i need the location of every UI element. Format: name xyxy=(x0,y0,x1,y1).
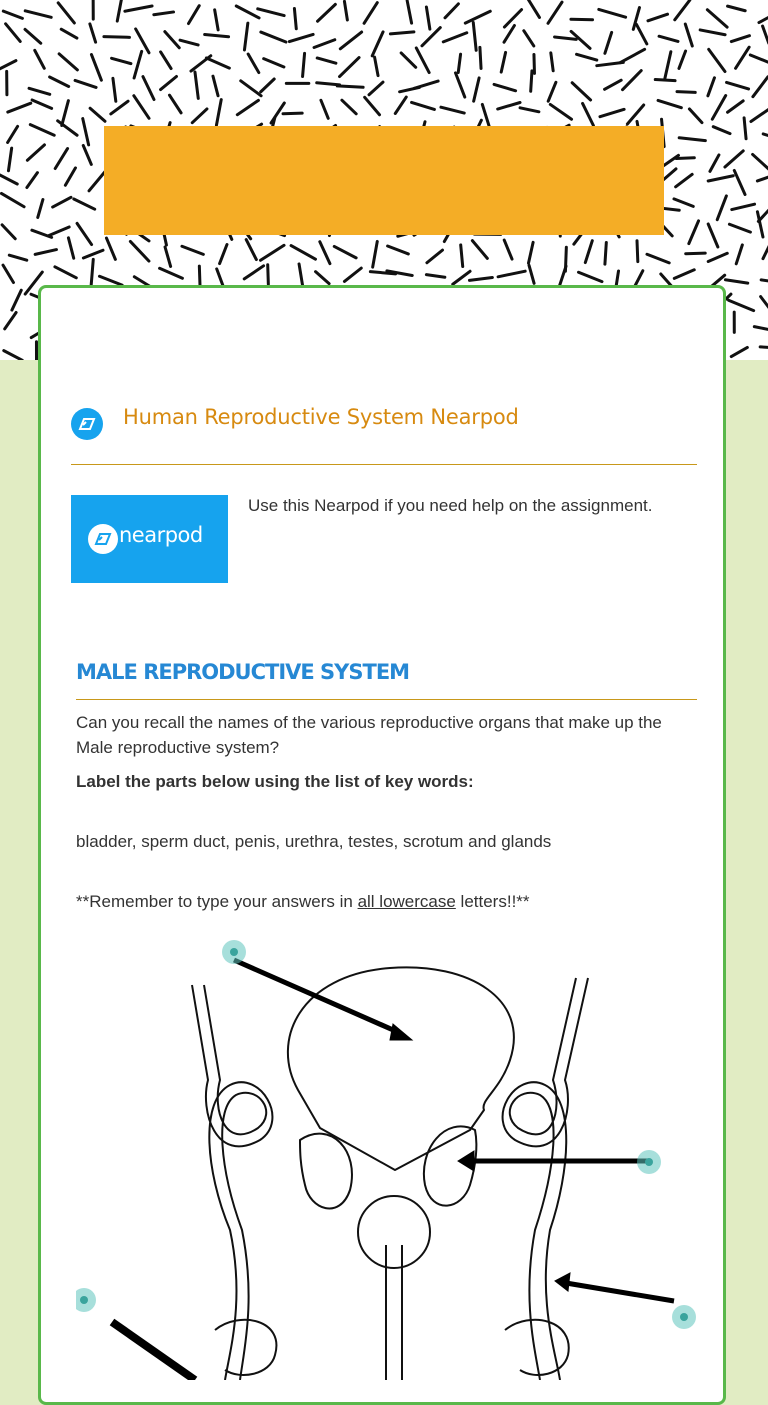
pattern-dash xyxy=(217,269,223,286)
pattern-dash xyxy=(90,108,105,121)
arrow-4-shaft xyxy=(112,1322,195,1380)
pattern-dash xyxy=(708,224,718,247)
pattern-dash xyxy=(189,6,200,24)
pattern-dash xyxy=(441,107,464,113)
pattern-dash xyxy=(261,79,274,92)
pattern-dash xyxy=(504,25,514,42)
nearpod-logo-text: nearpod xyxy=(119,523,203,547)
pattern-dash xyxy=(708,78,715,96)
pattern-dash xyxy=(74,199,95,209)
nearpod-logo[interactable] xyxy=(71,495,228,583)
pattern-dash xyxy=(4,351,23,360)
pattern-dash xyxy=(717,196,726,220)
pattern-dash xyxy=(314,40,335,48)
pattern-dash xyxy=(674,270,694,279)
pattern-dash xyxy=(134,96,149,119)
pattern-dash xyxy=(38,200,43,218)
pattern-dash xyxy=(498,103,520,110)
pattern-dash xyxy=(729,224,750,232)
pattern-dash xyxy=(753,154,768,172)
pattern-dash xyxy=(143,77,154,100)
pattern-dash xyxy=(676,158,694,159)
pattern-dash xyxy=(655,80,675,81)
pattern-dash xyxy=(531,71,532,91)
pattern-dash xyxy=(205,35,229,37)
pattern-dash xyxy=(65,168,75,185)
pattern-dash xyxy=(744,118,746,139)
pattern-dash xyxy=(689,221,699,244)
pattern-dash xyxy=(220,245,227,264)
pattern-dash xyxy=(407,1,411,24)
pattern-dash xyxy=(426,7,429,29)
pattern-dash xyxy=(763,26,768,43)
section-divider xyxy=(76,699,697,700)
pattern-dash xyxy=(160,268,183,278)
pattern-dash xyxy=(736,245,742,264)
pattern-dash xyxy=(59,54,77,70)
instruction-text: Label the parts below using the list of key words: xyxy=(76,769,474,794)
pattern-dash xyxy=(414,81,438,88)
pattern-dash xyxy=(111,101,128,114)
pattern-dash xyxy=(658,100,681,107)
pattern-dash xyxy=(83,145,91,164)
pattern-dash xyxy=(182,246,203,254)
pattern-dash xyxy=(77,223,92,244)
pattern-dash xyxy=(520,108,539,112)
pattern-dash xyxy=(291,246,315,260)
pattern-dash xyxy=(99,276,122,285)
pattern-dash xyxy=(0,61,16,69)
pattern-dash xyxy=(679,51,686,68)
pattern-dash xyxy=(760,347,768,348)
pattern-dash xyxy=(83,250,103,258)
pattern-dash xyxy=(416,48,429,73)
pattern-dash xyxy=(605,32,612,53)
pattern-dash xyxy=(395,97,406,113)
pattern-dash xyxy=(754,327,768,331)
pattern-dash xyxy=(25,29,41,43)
nearpod-link-title[interactable]: Human Reproductive System Nearpod xyxy=(123,405,519,429)
pattern-dash xyxy=(106,238,115,259)
pattern-dash xyxy=(757,174,768,181)
pattern-dash xyxy=(299,264,303,287)
arrow-1-head xyxy=(390,1024,412,1040)
pattern-dash xyxy=(134,51,142,78)
pattern-dash xyxy=(600,109,624,116)
pattern-dash xyxy=(761,297,768,314)
pattern-dash xyxy=(759,13,768,22)
label-hotspot-3-dot xyxy=(80,1296,88,1304)
pattern-dash xyxy=(1,193,24,206)
pattern-dash xyxy=(91,55,101,81)
pattern-dash xyxy=(8,126,18,142)
pattern-dash xyxy=(551,53,553,71)
pattern-dash xyxy=(365,97,380,114)
pattern-dash xyxy=(708,176,733,181)
pattern-dash xyxy=(90,24,96,42)
pattern-dash xyxy=(373,241,378,267)
pattern-dash xyxy=(453,271,470,284)
pattern-dash xyxy=(731,36,749,42)
pattern-dash xyxy=(665,52,671,78)
arrow-3-head xyxy=(555,1273,570,1291)
pattern-dash xyxy=(248,54,259,73)
pattern-dash xyxy=(473,23,476,51)
pattern-dash xyxy=(727,82,749,89)
pattern-dash xyxy=(32,100,52,108)
pattern-dash xyxy=(53,197,71,207)
pattern-dash xyxy=(316,272,330,284)
pattern-dash xyxy=(725,280,747,283)
pattern-dash xyxy=(49,227,69,236)
pattern-dash xyxy=(750,55,768,63)
pattern-dash xyxy=(763,239,768,258)
pattern-dash xyxy=(320,242,330,264)
pattern-dash xyxy=(465,11,490,23)
pattern-dash xyxy=(674,199,693,207)
label-hotspot-1-dot xyxy=(230,948,238,956)
pattern-dash xyxy=(461,245,463,267)
pattern-dash xyxy=(728,101,744,112)
pattern-dash xyxy=(443,33,467,42)
pattern-dash xyxy=(647,254,669,263)
pattern-dash xyxy=(165,247,171,266)
pattern-dash xyxy=(474,78,479,101)
pattern-dash xyxy=(215,10,218,30)
pattern-dash xyxy=(482,104,489,126)
pattern-dash xyxy=(50,77,69,86)
pattern-dash xyxy=(401,53,416,67)
nearpod-icon xyxy=(71,408,103,440)
pattern-dash xyxy=(369,82,383,95)
pattern-dash xyxy=(534,54,535,73)
arrow-2-head xyxy=(458,1151,474,1171)
pattern-dash xyxy=(605,80,622,89)
pattern-dash xyxy=(344,268,361,281)
pattern-dash xyxy=(3,11,22,18)
pattern-dash xyxy=(372,32,383,56)
pattern-dash xyxy=(494,84,516,90)
pattern-dash xyxy=(700,30,725,35)
pattern-dash xyxy=(35,250,56,255)
pattern-dash xyxy=(244,266,263,279)
arrow-1-shaft xyxy=(234,960,400,1033)
pattern-dash xyxy=(283,113,302,114)
pattern-dash xyxy=(375,57,378,76)
pattern-dash xyxy=(6,24,21,42)
pattern-dash xyxy=(763,134,768,140)
pattern-dash xyxy=(161,76,177,89)
pattern-dash xyxy=(55,267,76,278)
pattern-dash xyxy=(130,241,149,261)
pattern-dash xyxy=(61,29,77,38)
pattern-dash xyxy=(498,271,525,277)
pattern-dash xyxy=(422,28,440,46)
pattern-dash xyxy=(579,272,602,281)
pattern-dash xyxy=(62,101,69,126)
nearpod-logo-icon xyxy=(87,523,119,555)
pattern-dash xyxy=(192,109,207,123)
reminder-suffix: letters!!** xyxy=(456,892,530,911)
pattern-dash xyxy=(555,37,577,39)
pattern-dash xyxy=(244,23,247,50)
pattern-dash xyxy=(112,58,131,63)
pattern-dash xyxy=(258,9,284,16)
pattern-dash xyxy=(75,80,96,87)
pattern-dash xyxy=(289,34,313,41)
question-text: Can you recall the names of the various reproductive organs that make up the Male reproductive system? xyxy=(76,710,701,760)
reminder-text xyxy=(76,889,530,914)
pattern-dash xyxy=(334,246,356,257)
pattern-dash xyxy=(728,6,746,11)
reminder-underlined: all lowercase xyxy=(358,892,456,911)
title-divider xyxy=(71,464,697,465)
pattern-dash xyxy=(154,12,174,15)
pattern-dash xyxy=(317,58,336,63)
pattern-dash xyxy=(236,6,259,18)
label-hotspot-2-dot xyxy=(645,1158,653,1166)
pattern-dash xyxy=(709,49,725,71)
pattern-dash xyxy=(337,86,363,87)
reminder-prefix: **Remember to type your answers in xyxy=(76,892,358,911)
pattern-dash xyxy=(27,173,38,188)
pattern-dash xyxy=(427,250,443,263)
pattern-dash xyxy=(761,280,768,283)
pattern-dash xyxy=(725,151,743,167)
pattern-dash xyxy=(605,242,606,264)
pattern-dash xyxy=(677,92,695,93)
pattern-dash xyxy=(388,246,409,254)
pattern-dash xyxy=(732,204,755,209)
pattern-dash xyxy=(25,11,51,18)
pattern-dash xyxy=(91,259,93,285)
pattern-dash xyxy=(729,300,754,310)
pattern-dash xyxy=(577,54,597,60)
pattern-dash xyxy=(344,1,347,20)
pattern-dash xyxy=(753,77,768,97)
pattern-dash xyxy=(268,265,269,284)
pattern-dash xyxy=(58,121,77,135)
pattern-dash xyxy=(550,104,571,119)
pattern-dash xyxy=(261,245,285,260)
pattern-dash xyxy=(713,127,730,134)
pattern-dash xyxy=(685,24,692,46)
pattern-dash xyxy=(318,4,336,21)
title-banner xyxy=(104,126,664,235)
pattern-dash xyxy=(708,253,727,261)
pattern-dash xyxy=(364,3,377,24)
pattern-dash xyxy=(180,40,198,45)
pattern-dash xyxy=(504,240,512,259)
pattern-dash xyxy=(637,241,638,262)
pattern-dash xyxy=(340,58,359,77)
pattern-dash xyxy=(264,59,284,67)
pattern-dash xyxy=(206,58,229,68)
pattern-dash xyxy=(9,255,26,260)
pattern-dash xyxy=(125,6,152,11)
pattern-dash xyxy=(58,3,74,23)
pattern-dash xyxy=(340,32,361,49)
pattern-dash xyxy=(731,347,747,356)
pattern-dash xyxy=(686,253,706,254)
pattern-dash xyxy=(675,0,690,20)
pattern-dash xyxy=(12,290,21,310)
pattern-dash xyxy=(548,2,562,23)
prostate xyxy=(358,1196,430,1268)
pattern-dash xyxy=(170,95,182,113)
nearpod-description: Use this Nearpod if you need help on the assignment. xyxy=(248,496,652,516)
pattern-dash xyxy=(2,225,15,239)
pattern-dash xyxy=(689,109,702,123)
pattern-dash xyxy=(261,32,286,42)
pattern-dash xyxy=(599,9,626,17)
pattern-dash xyxy=(113,78,116,101)
pattern-dash xyxy=(3,265,13,282)
pattern-dash xyxy=(583,103,594,125)
pattern-dash xyxy=(27,145,44,160)
pattern-dash xyxy=(29,88,50,94)
left-gland xyxy=(300,1134,352,1209)
keyword-list: bladder, sperm duct, penis, urethra, testes, scrotum and glands xyxy=(76,829,551,854)
pattern-dash xyxy=(736,47,750,68)
arrow-3-shaft xyxy=(566,1283,674,1301)
pattern-dash xyxy=(165,32,179,48)
pattern-dash xyxy=(213,76,218,96)
pattern-dash xyxy=(426,275,444,278)
pattern-dash xyxy=(117,0,121,21)
pattern-dash xyxy=(83,119,89,145)
pattern-dash xyxy=(8,148,11,171)
pattern-dash xyxy=(548,82,556,101)
pattern-dash xyxy=(241,81,261,96)
pattern-dash xyxy=(480,47,481,68)
pattern-dash xyxy=(529,242,534,263)
pattern-dash xyxy=(412,102,435,109)
pattern-dash xyxy=(35,50,45,68)
pattern-dash xyxy=(55,149,67,169)
pattern-dash xyxy=(712,96,725,120)
pattern-dash xyxy=(456,73,465,97)
pattern-dash xyxy=(620,49,645,62)
pattern-dash xyxy=(30,125,54,136)
pattern-dash xyxy=(445,4,458,18)
pattern-dash xyxy=(734,170,745,194)
pattern-dash xyxy=(469,277,492,280)
pattern-dash xyxy=(5,312,16,328)
pattern-dash xyxy=(104,37,130,38)
pattern-dash xyxy=(751,107,768,122)
right-sperm-duct xyxy=(503,978,588,1380)
pattern-dash xyxy=(303,53,305,76)
section-heading: MALE REPRODUCTIVE SYSTEM xyxy=(76,660,409,684)
pattern-dash xyxy=(216,100,221,126)
pattern-dash xyxy=(648,14,668,21)
pattern-dash xyxy=(8,103,31,112)
male-reproductive-diagram xyxy=(76,930,698,1380)
pattern-dash xyxy=(237,100,258,114)
pattern-dash xyxy=(572,83,590,100)
pattern-dash xyxy=(504,10,521,27)
pattern-dash xyxy=(623,71,642,90)
pattern-dash xyxy=(501,52,505,72)
pattern-dash xyxy=(195,72,198,98)
label-hotspot-4-dot xyxy=(680,1313,688,1321)
pattern-dash xyxy=(679,138,705,141)
pattern-dash xyxy=(710,155,719,171)
pattern-dash xyxy=(636,24,646,44)
pattern-dash xyxy=(676,174,693,186)
pattern-dash xyxy=(136,29,149,53)
pattern-dash xyxy=(0,173,17,184)
pattern-dash xyxy=(68,238,73,258)
pattern-dash xyxy=(585,241,592,263)
pattern-dash xyxy=(707,10,727,27)
pattern-dash xyxy=(529,265,534,283)
pattern-dash xyxy=(458,54,460,72)
pattern-dash xyxy=(659,36,678,41)
pattern-dash xyxy=(390,32,413,34)
pattern-dash xyxy=(472,241,487,259)
pattern-dash xyxy=(246,240,256,260)
pattern-dash xyxy=(321,100,328,118)
pattern-dash xyxy=(294,8,296,28)
pattern-dash xyxy=(161,52,171,69)
pattern-dash xyxy=(342,100,356,114)
pattern-dash xyxy=(528,0,539,17)
pattern-dash xyxy=(317,83,340,85)
pattern-dash xyxy=(524,31,534,46)
